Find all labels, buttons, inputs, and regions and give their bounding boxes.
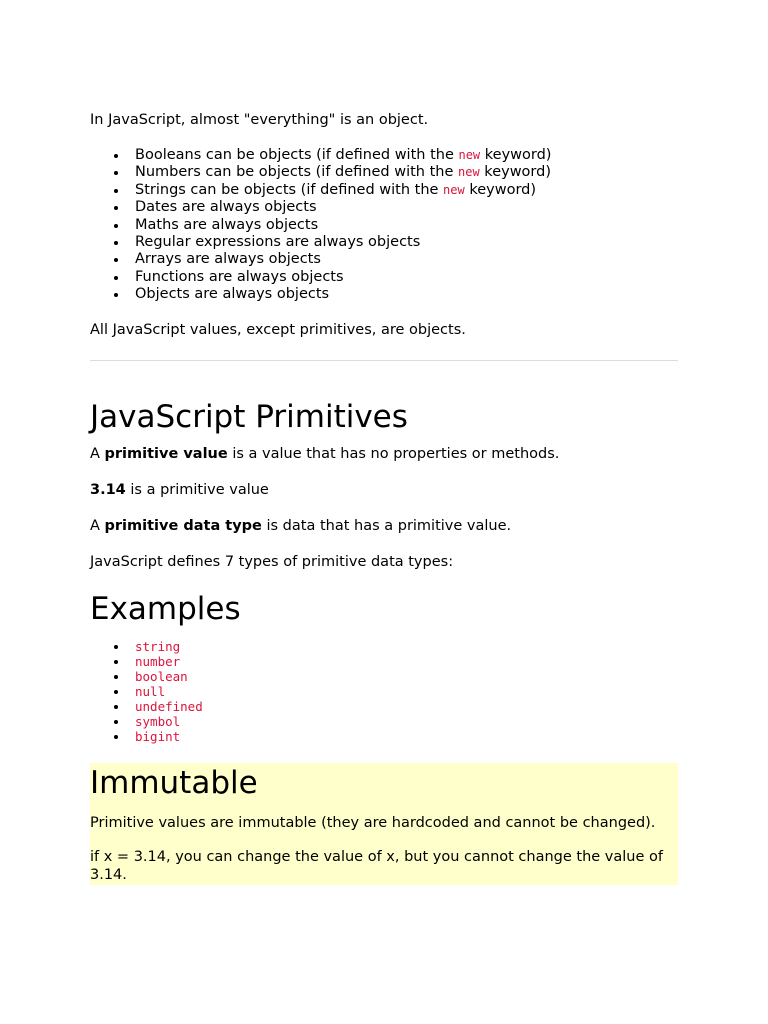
immutable-note	[90, 763, 678, 885]
list-item: Maths are always objects	[135, 217, 678, 234]
list-item: bigint	[135, 729, 678, 744]
list-item: symbol	[135, 714, 678, 729]
section-divider	[90, 360, 678, 361]
list-item: Arrays are always objects	[135, 251, 678, 268]
primitive-types-list	[90, 639, 678, 745]
intro-text: In JavaScript, almost "everything" is an object.	[90, 112, 429, 128]
list-item: boolean	[135, 669, 678, 684]
primitive-value-paragraph: A primitive value is a value that has no properties or methods.	[90, 445, 560, 462]
list-item: Objects are always objects	[135, 286, 678, 303]
list-item: number	[135, 654, 678, 669]
list-item: Functions are always objects	[135, 269, 678, 286]
list-item: Dates are always objects	[135, 199, 678, 216]
object-list	[90, 147, 678, 304]
immutable-heading: Immutable	[90, 765, 258, 802]
primitive-type-paragraph: A primitive data type is data that has a primitive value.	[90, 517, 512, 534]
list-item: Booleans can be objects (if defined with the new keyword)	[135, 147, 678, 164]
primitives-heading: JavaScript Primitives	[90, 398, 408, 435]
examples-heading: Examples	[90, 590, 241, 627]
code-keyword: new	[458, 165, 480, 180]
list-item: string	[135, 639, 678, 654]
code-keyword: new	[458, 148, 481, 162]
list-item: null	[135, 684, 678, 699]
article-content	[90, 111, 678, 885]
immutable-paragraph: Primitive values are immutable (they are hardcoded and cannot be changed).	[90, 815, 656, 832]
list-item: Regular expressions are always objects	[135, 234, 678, 251]
types-count-paragraph: JavaScript defines 7 types of primitive data types:	[90, 553, 454, 570]
list-item: Strings can be objects (if defined with the new keyword)	[135, 182, 678, 199]
list-item: Numbers can be objects (if defined with the new keyword)	[135, 164, 678, 181]
code-keyword: new	[443, 182, 465, 197]
immutable-example-paragraph: if x = 3.14, you can change the value of x, but you cannot change the value of 3.14.	[90, 849, 663, 884]
list-item: undefined	[135, 699, 678, 714]
example-value-paragraph: 3.14 is a primitive value	[90, 481, 269, 498]
summary-text: All JavaScript values, except primitives, are objects.	[90, 321, 466, 338]
